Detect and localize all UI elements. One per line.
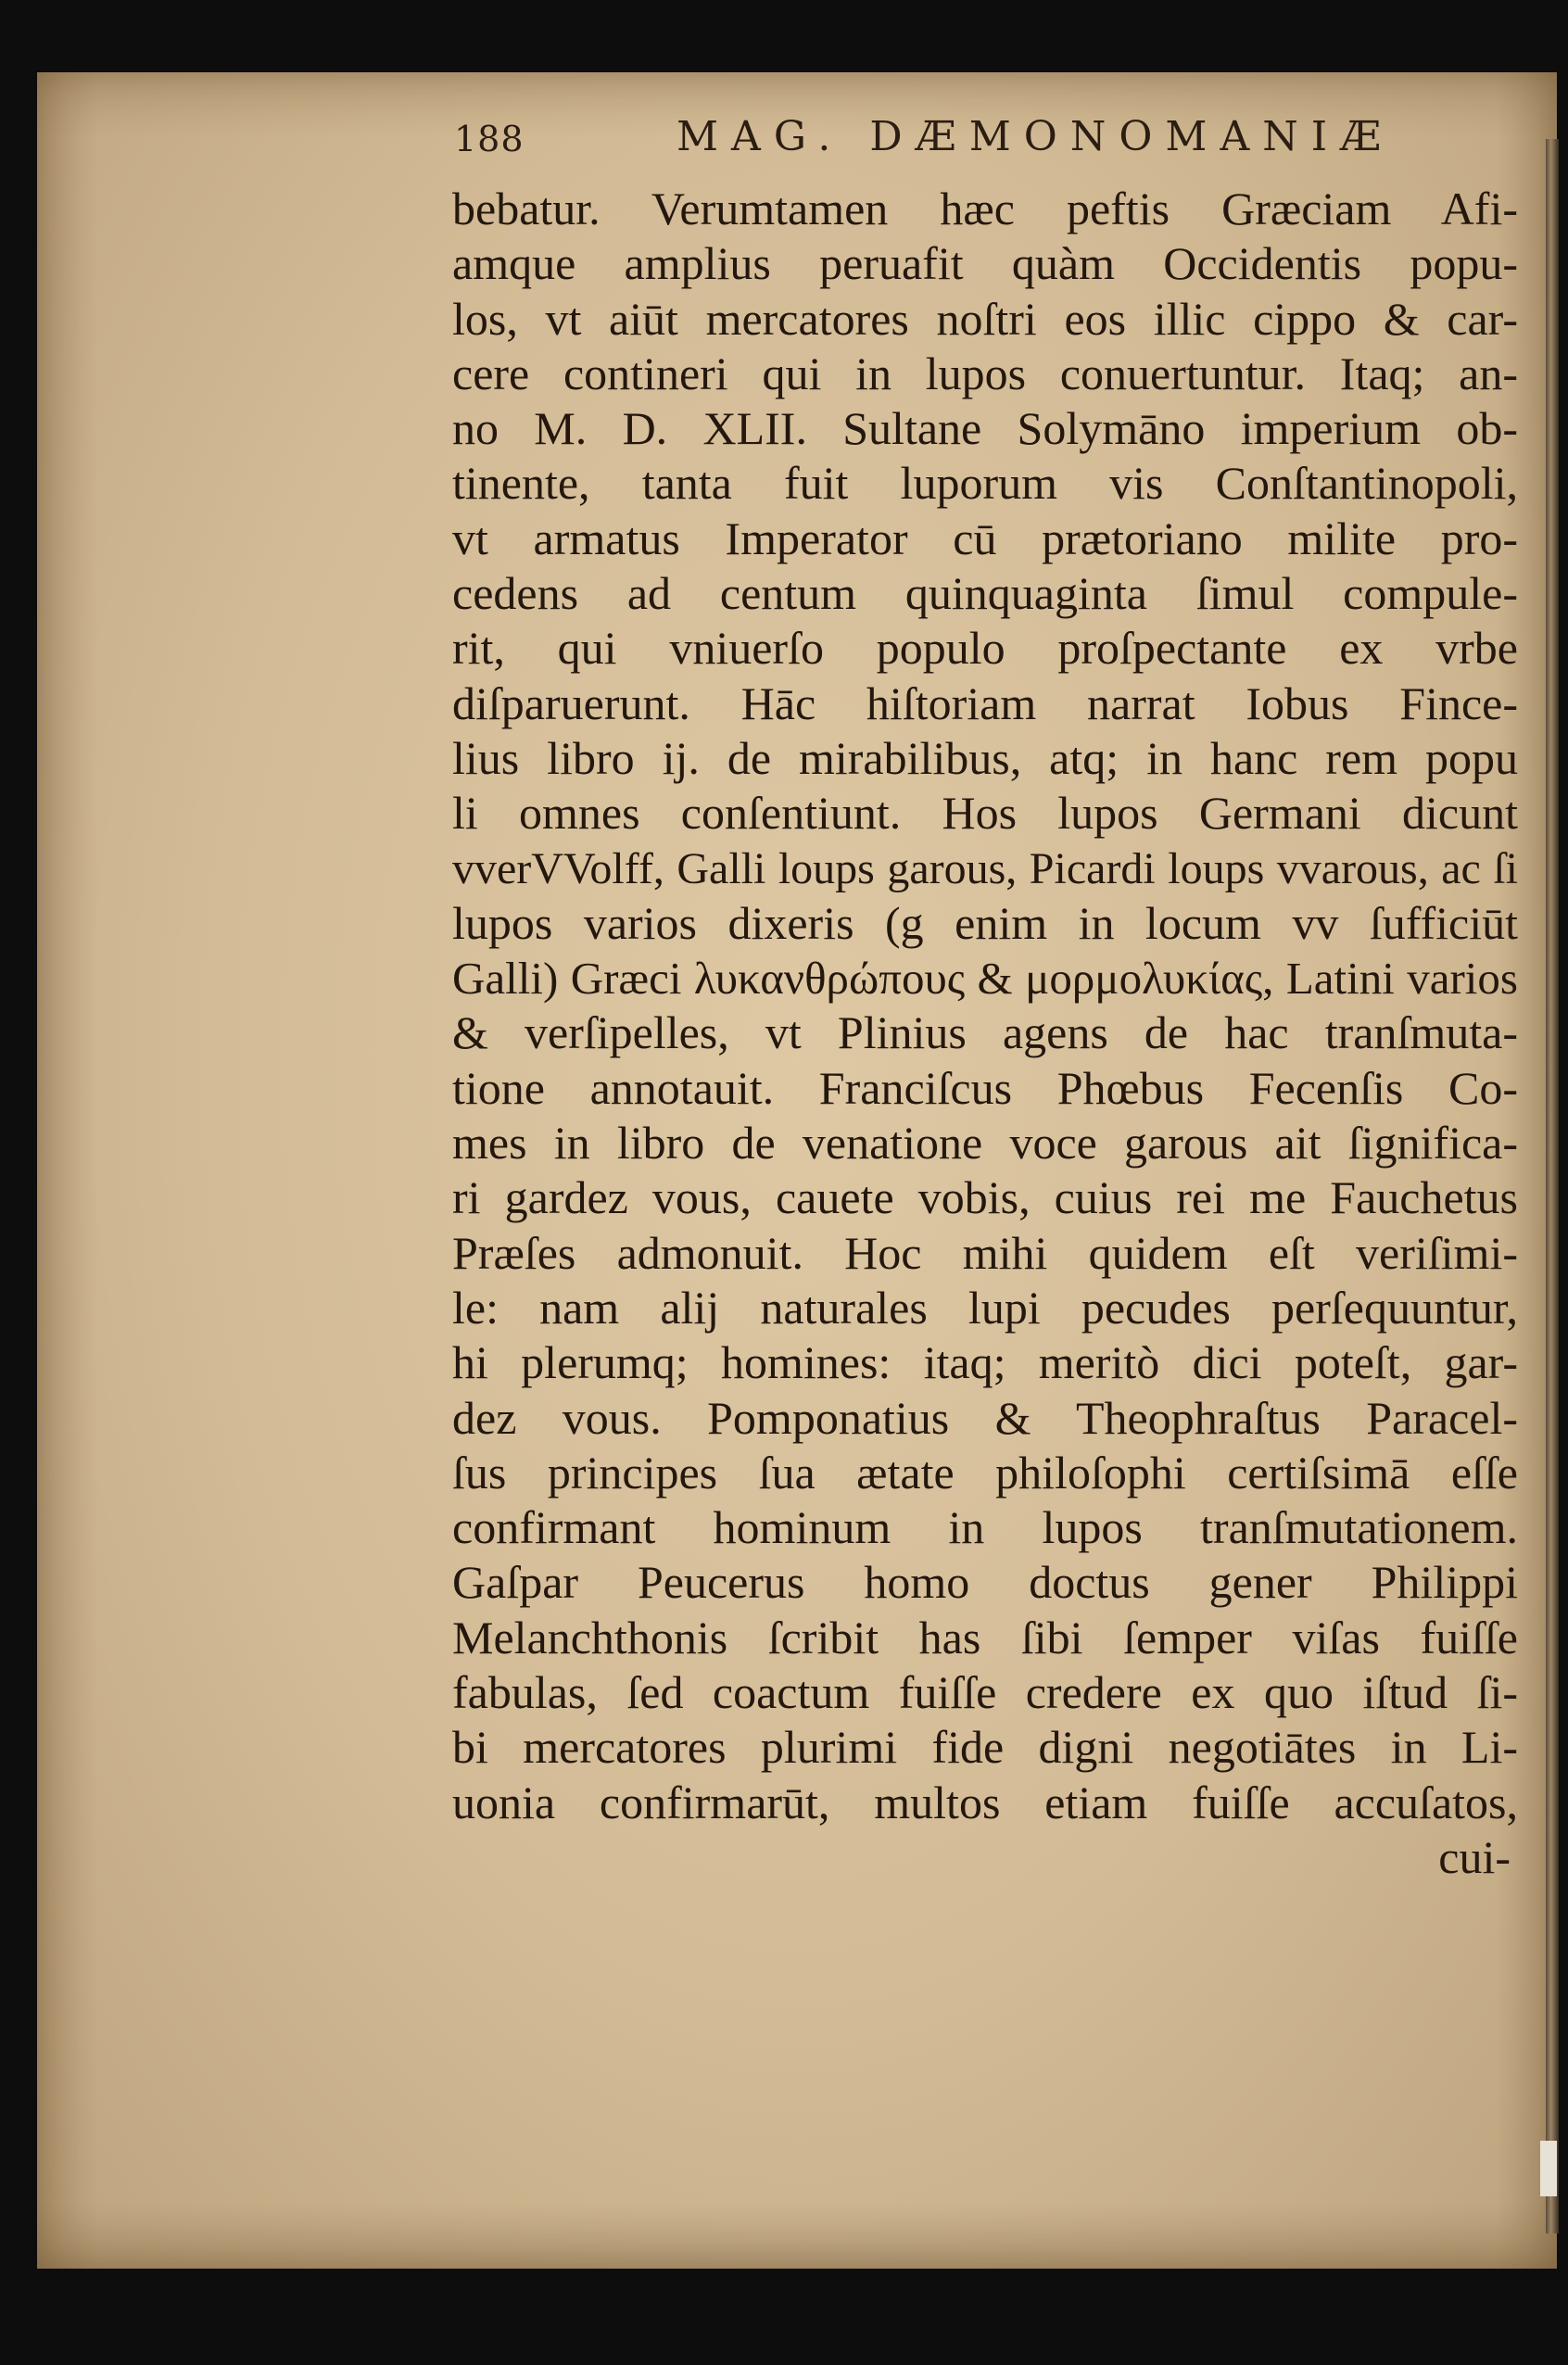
text-line: amque amplius peruafit quàm Occidentis popu- <box>452 237 1518 290</box>
text-line: fabulas, ſed coactum fuiſſe credere ex quo iſtud ſi- <box>452 1666 1518 1719</box>
text-line: Præſes admonuit. Hoc mihi quidem eſt veriſimi- <box>452 1226 1518 1279</box>
text-line: lius libro ij. de mirabilibus, atq; in hanc rem popu <box>452 731 1518 784</box>
text-line: & verſipelles, vt Plinius agens de hac tranſmuta- <box>452 1006 1518 1059</box>
text-line: no M. D. XLII. Sultane Solymāno imperium ob- <box>452 402 1518 455</box>
text-line: tione annotauit. Franciſcus Phœbus Fecenſis Co- <box>452 1061 1518 1114</box>
text-line: vverVVolff, Galli loups garous, Picardi loups vvarous, ac ſi <box>452 843 1518 893</box>
text-line: confirmant hominum in lupos tranſmutationem. <box>452 1501 1518 1554</box>
text-line: le: nam alij naturales lupi pecudes perſequuntur, <box>452 1281 1518 1334</box>
text-line: Melanchthonis ſcribit has ſibi ſemper viſas fuiſſe <box>452 1611 1518 1663</box>
page-tab-marker <box>1540 2141 1557 2196</box>
catchword: cui- <box>1438 1830 1511 1883</box>
text-line: li omnes conſentiunt. Hos lupos Germani dicunt <box>452 787 1518 840</box>
text-line: dez vous. Pomponatius & Theophraſtus Paracel- <box>452 1391 1518 1444</box>
text-line: rit, qui vniuerſo populo proſpectante ex vrbe <box>452 622 1518 675</box>
text-line: bebatur. Verumtamen hæc peftis Græciam Afi- <box>452 183 1518 234</box>
folio-number: 188 <box>454 119 525 159</box>
text-line: cedens ad centum quinquaginta ſimul compule- <box>452 567 1518 620</box>
body-text <box>452 182 1518 1885</box>
text-line: diſparuerunt. Hāc hiſtoriam narrat Iobus Fince- <box>452 677 1518 729</box>
page-edge-shadow <box>1546 139 1559 2233</box>
text-line: cere contineri qui in lupos conuertuntur. Itaq; an- <box>452 347 1518 399</box>
text-line: hi plerumq; homines: itaq; meritò dici poteſt, gar- <box>452 1336 1518 1389</box>
text-line: ri gardez vous, cauete vobis, cuius rei me Fauchetus <box>452 1171 1518 1224</box>
text-line: tinente, tanta fuit luporum vis Conſtantinopoli, <box>452 457 1518 510</box>
page-header <box>454 113 1473 169</box>
running-title: MAG. DÆMONOMANIÆ <box>677 113 1395 160</box>
text-line: bi mercatores plurimi fide digni negotiātes in Li- <box>452 1721 1518 1774</box>
text-line: vt armatus Imperator cū prætoriano milite pro- <box>452 512 1518 564</box>
text-line: lupos varios dixeris (g enim in locum vv ſufficiūt <box>452 896 1518 949</box>
text-line: uonia confirmarūt, multos etiam fuiſſe accuſatos, <box>452 1776 1518 1828</box>
text-line: ſus principes ſua ætate philoſophi certiſsimā eſſe <box>452 1446 1518 1499</box>
text-line: Gaſpar Peucerus homo doctus gener Philippi <box>452 1556 1518 1609</box>
text-line: los, vt aiūt mercatores noſtri eos illic cippo & car- <box>452 292 1518 345</box>
text-line: mes in libro de venatione voce garous ait ſignifica- <box>452 1117 1518 1170</box>
text-line: Galli) Græci λυκανθρώπους & μορμολυκίας, Latini varios <box>452 953 1518 1005</box>
